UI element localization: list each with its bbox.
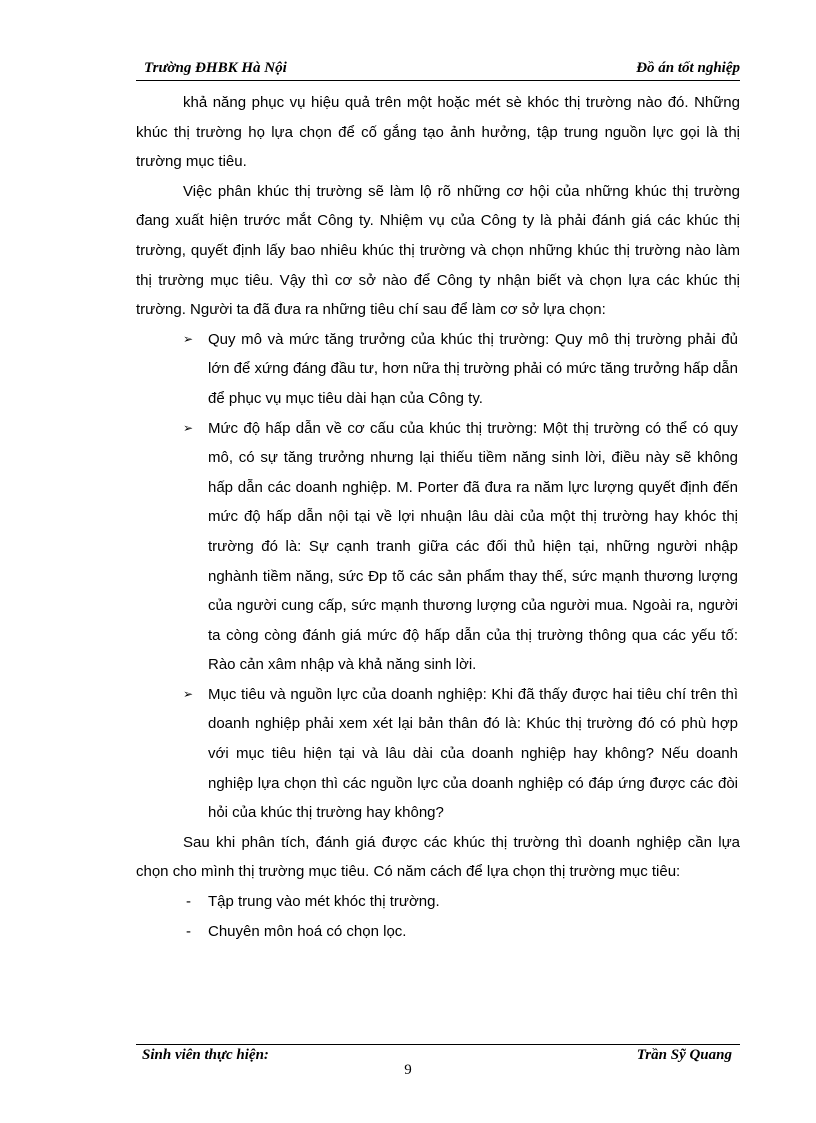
paragraph-2: Việc phân khúc thị trường sẽ làm lộ rõ những cơ hội của những khúc thị trường đang xuất hiện trước mắt Công ty. Nhiệm vụ của Công ty là phải đánh giá các khúc thị trường, quyết định lấy bao nhiêu khúc thị trường và chọn những khúc thị trường nào làm thị trường mục tiêu. Vậy thì cơ sở nào để Công ty nhận biết và chọn lựa các khúc thị trường. Người ta đã đưa ra những tiêu chí sau để làm cơ sở lựa chọn: bbox=[136, 182, 740, 319]
dash-bullet: - bbox=[186, 922, 191, 940]
paragraph-1: khả năng phục vụ hiệu quả trên một hoặc mét sè khóc thị trường nào đó. Những khúc thị trường họ lựa chọn để cố gắng tạo ảnh hưởng, tập trung nguồn lực gọi là thị trường mục tiêu. bbox=[136, 94, 740, 171]
list-item bbox=[136, 917, 740, 947]
paragraph-3: Sau khi phân tích, đánh giá được các khúc thị trường thì doanh nghiệp cần lựa chọn cho mình thị trường mục tiêu. Có năm cách để lựa chọn thị trường mục tiêu: bbox=[136, 833, 740, 881]
list-item-text: Tập trung vào mét khóc thị trường. bbox=[208, 893, 440, 911]
criteria-list bbox=[136, 325, 740, 828]
page-header bbox=[136, 58, 740, 81]
footer-student-label: Sinh viên thực hiện: bbox=[142, 1047, 269, 1063]
header-school: Trường ĐHBK Hà Nội bbox=[144, 60, 287, 76]
header-document-type: Đồ án tốt nghiệp bbox=[636, 60, 740, 76]
arrow-bullet-icon: ➢ bbox=[183, 331, 194, 346]
dash-bullet: - bbox=[186, 893, 191, 911]
list-item-text: Chuyên môn hoá có chọn lọc. bbox=[208, 922, 407, 940]
footer-student-name: Trần Sỹ Quang bbox=[636, 1047, 732, 1063]
page-number: 9 bbox=[404, 1062, 412, 1078]
list-item bbox=[136, 680, 740, 828]
list-item bbox=[136, 325, 740, 414]
arrow-bullet-icon: ➢ bbox=[183, 686, 194, 701]
list-item-text: Mức độ hấp dẫn về cơ cấu của khúc thị trường: Một thị trường có thể có quy mô, có sự tăng trưởng nhưng lại thiếu tiềm năng sinh lời, điều này sẽ không hấp dẫn các doanh nghiệp. M. Porter đã đưa ra năm lực lượng quyết định đến mức độ hấp dẫn nội tại về lợi nhuận lâu dài của một thị trường hay khóc thị trường đó là: Sự cạnh tranh giữa các đối thủ hiện tại, những người nhập nghành tiềm năng, sức Ðp tõ các sản phẩm thay thế, sức mạnh thương lượng của người cung cấp, sức mạnh thương lượng của người mua. Ngoài ra, người ta còng còng đánh giá mức độ hấp dẫn của thị trường thông qua các yếu tố: Rào cản xâm nhập và khả năng sinh lời. bbox=[208, 419, 738, 674]
arrow-bullet-icon: ➢ bbox=[183, 420, 194, 435]
list-item-text: Quy mô và mức tăng trưởng của khúc thị trường: Quy mô thị trường phải đủ lớn để xứng đáng đầu tư, hơn nữa thị trường phải có mức tăng trưởng hấp dẫn để phục vụ mục tiêu dài hạn của Công ty. bbox=[208, 330, 738, 407]
list-item bbox=[136, 887, 740, 917]
target-options-list bbox=[136, 887, 740, 946]
list-item bbox=[136, 414, 740, 680]
page-body bbox=[136, 88, 740, 946]
list-item-text: Mục tiêu và nguồn lực của doanh nghiệp: Khi đã thấy được hai tiêu chí trên thì doanh nghiệp phải xem xét lại bản thân đó là: Khúc thị trường đó có phù hợp với mục tiêu hiện tại và lâu dài của doanh nghiệp hay không? Nếu doanh nghiệp lựa chọn thì các nguồn lực của doanh nghiệp có đáp ứng được các đòi hỏi của khúc thị trường hay không? bbox=[208, 685, 738, 822]
